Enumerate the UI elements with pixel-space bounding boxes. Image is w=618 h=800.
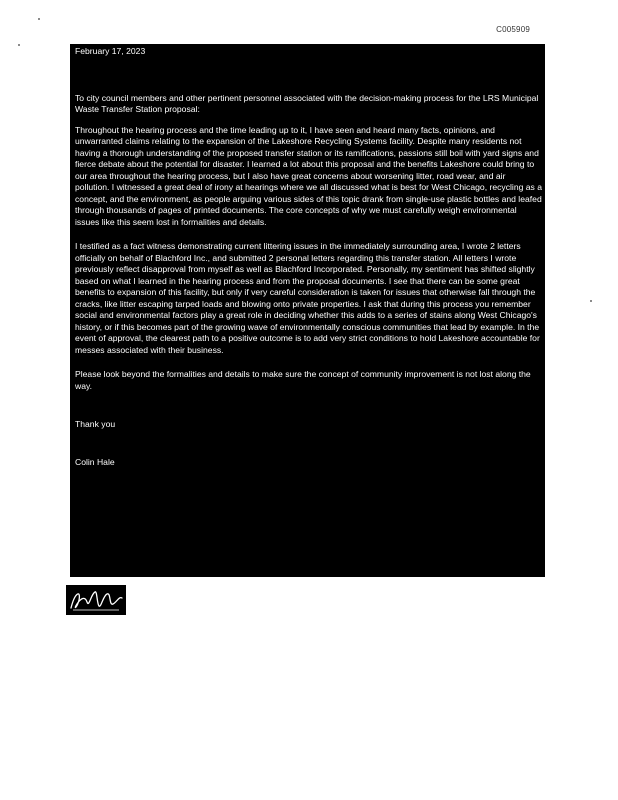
signature-scribble-icon	[67, 586, 125, 614]
closing: Thank you	[75, 419, 116, 430]
scan-speck	[38, 18, 40, 20]
scan-speck	[590, 300, 592, 302]
document-id: C005909	[496, 25, 530, 34]
signer-name: Colin Hale	[75, 457, 115, 468]
paragraph-2: I testified as a fact witness demonstrating current littering issues in the immediately surrounding area, I wrote 2 letters officially on behalf of Blachford Inc., and submitted 2 personal letters regarding this transfer station. All letters I wrote previously reflect disapproval from myself as well as Blachford Incorporated. Personally, my sentiment has shifted slightly based on what I learned in the hearing process and from the proposal documents. I see that there can be some great benefits to expansion of this facility, but only if very careful consideration is taken for issues that otherwise fall through the cracks, like litter escaping tarped loads and blowing onto private properties. I ask that during this process you remember social and environmental factors play a great role in deciding whether this adds to a series of stains along West Chicago's history, or if this becomes part of the growing wave of environmentally conscious communities that lead by example. In the event of approval, the clearest path to a positive outcome is to add very strict conditions to hold Lakeshore accountable for messes associated with their business.	[75, 241, 540, 355]
paragraph-3: Please look beyond the formalities and details to make sure the concept of community improvement is not lost along the way.	[75, 369, 531, 391]
letter-date: February 17, 2023	[75, 46, 146, 56]
letter-body	[70, 44, 545, 577]
paragraph-1: Throughout the hearing process and the time leading up to it, I have seen and heard many facts, opinions, and unwarranted claims relating to the expansion of the Lakeshore Recycling Systems facility. Despite many residents not having a thorough understanding of the proposed transfer station or its ramifications, passions still boil with yard signs and fierce debate about the potential for disaster. I learned a lot about this proposal and the benefits Lakeshore could bring to our area throughout the hearing process, but I also have great concerns about worsening litter, road wear, and air pollution. I witnessed a great deal of irony at hearings where we all discussed what is best for West Chicago, recycling as a concept, and the environment, as people arguing various sides of this topic drank from single-use plastic bottles and leafed through thousands of pages of printed documents. The core concepts of why we must carefully weigh environmental issues like this seem lost in formalities and details.	[75, 124, 543, 227]
signature-image	[66, 585, 126, 615]
salutation: To city council members and other pertinent personnel associated with the decision-making process for the LRS Municipal Waste Transfer Station proposal:	[75, 92, 539, 115]
scan-speck	[18, 44, 20, 46]
